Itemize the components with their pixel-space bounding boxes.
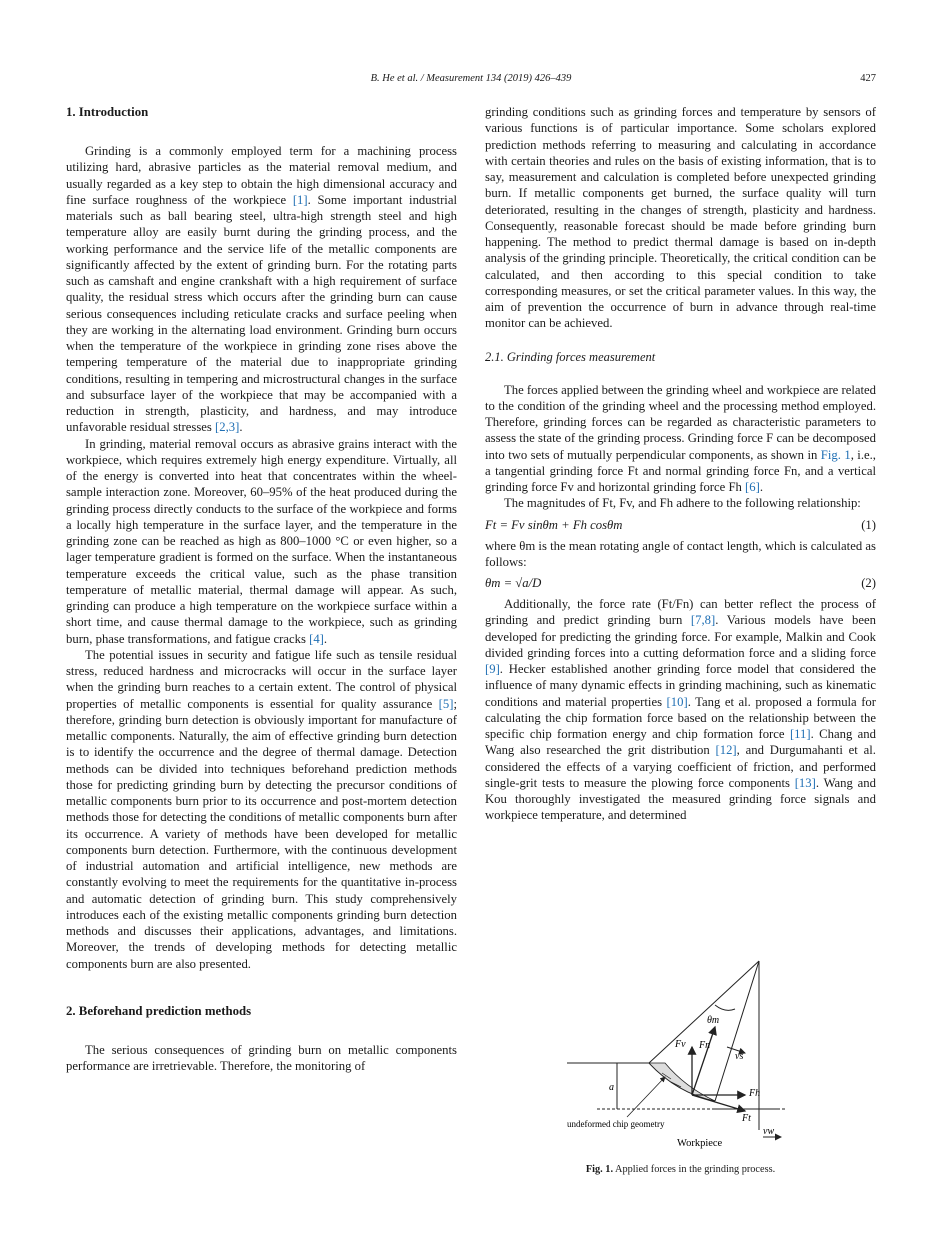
- fig-1-link[interactable]: Fig. 1: [820, 447, 851, 462]
- force-ft-label: Ft: [742, 1113, 751, 1124]
- theta-paragraph: where θm is the mean rotating angle of contact length, which is calculated as follows:: [485, 538, 876, 569]
- equation-1-body: Ft = Fv sinθm + Fh cosθm: [485, 517, 623, 532]
- figure-1: [485, 955, 876, 1185]
- ref-link-10[interactable]: [10]: [666, 694, 688, 709]
- wheel-velocity-label: vs: [735, 1051, 744, 1062]
- intro-paragraph-2: In grinding, material removal occurs as abrasive grains interact with the workpiece, which requires extremely high energy expenditure. Virtually, all of the energy is converted into heat that concentrates within the wheel-sample interaction zone. Moreover, 60–95% of the heat produced during the grinding process directly conducts to the surface of the workpiece and forms a locally high temperature in the surface layer, and the temperature in the grinding zone can be reached as high as 800–1000 °C or even higher, so a lager temperature gradient is formed on the surface. When the instantaneous temperature exceeds the critical value, such as the phase transition temperature of metallic material, thermal damage will appear. As such, grinding can produce a high temperature on the workpiece surface within a short time, and cause thermal damage to the workpiece, such as grinding burn, phase transformations, and fatigue cracks [4].: [66, 436, 457, 646]
- magnitudes-paragraph: The magnitudes of Ft, Fv, and Fh adhere to the following relationship:: [504, 496, 861, 511]
- force-fv-label: Fv: [675, 1039, 686, 1050]
- figure-1-caption: [485, 1164, 876, 1175]
- depth-label-a: a: [609, 1082, 614, 1093]
- workpiece-velocity-label: vw: [763, 1126, 775, 1137]
- equation-1: [485, 512, 876, 538]
- caption-text: Applied forces in the grinding process.: [613, 1164, 776, 1175]
- theta-label: θm: [707, 1015, 720, 1026]
- ref-link-4[interactable]: [4]: [309, 631, 324, 646]
- equation-2-number: (2): [861, 576, 876, 590]
- section-2-heading: 2. Beforehand prediction methods: [66, 1003, 252, 1018]
- equation-2-body: θm = √a/D: [485, 576, 542, 590]
- ref-link-1[interactable]: [1]: [292, 192, 308, 207]
- force-fn-arrow: [692, 1027, 715, 1095]
- ref-link-7-8[interactable]: [7,8]: [690, 613, 716, 628]
- equation-1-number: (1): [861, 517, 876, 532]
- ref-link-5[interactable]: [5]: [438, 696, 454, 711]
- right-paragraph-1: grinding conditions such as grinding forces and temperature by sensors of various functions is of particular importance. Some scholars explored prediction methods referring to measuring and calculating in accordance with certain theories and rules on the basis of existing information, that is to say, measurement and calculation is completed before unexpected grinding burn. If metallic components get burned, the surface quality will turn deteriorated, resulting in the changes of strength, plasticity and hardness. Consequently, reasonable forecast should be made before grinding burn happening. The method to predict thermal damage is based on in-depth analysis of the grinding principle. Theoretically, the critical condition can be calculated, and then according to this special condition to take corresponding measures, or set the critical parameter values. In this way, the aim of prevention the occurrence of burn in advance through real-time monitor can be achieved.: [485, 105, 876, 331]
- page-number: 427: [860, 73, 876, 84]
- equation-2: [485, 570, 876, 596]
- models-paragraph: Additionally, the force rate (Ft/Fn) can better reflect the process of grinding and predict grinding burn [7,8]. Various models have been developed for predicting the grinding force. For example, Malkin and Cook divided grinding forces into a cutting deformation force and a sliding force [9]. Hecker established another grinding force model that considered the influence of many dynamic effects in grinding machining, such as kinematic conditions and material properties [10]. Tang et al. proposed a formula for calculating the chip formation force based on the relationship between the specific chip formation energy and chip formation force [11]. Chang and Wang also researched the grit distribution [12], and Durgumahanti et al. considered the effects of a varying coefficient of friction, and performed single-grit tests to measure the plowing force components [13]. Wang and Kou thoroughly investigated the measured grinding force signals and workpiece temperature, and determined: [485, 597, 876, 823]
- chip-leader-line: [627, 1077, 665, 1117]
- ref-link-2-3[interactable]: [2,3]: [215, 420, 240, 435]
- caption-label: Fig. 1.: [585, 1164, 614, 1175]
- journal-citation: B. He et al. / Measurement 134 (2019) 426–439: [370, 73, 572, 84]
- ref-link-11[interactable]: [11]: [789, 727, 811, 741]
- intro-paragraph-3: The potential issues in security and fatigue life such as tensile residual stress, reduced hardness and microcracks will occur in the surface layer when the grinding burn reaches to a certain extent. The control of physical properties of metallic components is essential for quality assurance [5]; therefore, grinding burn detection is obviously important for manufacture of metallic components. Naturally, the aim of effective grinding burn detection is to identify the occurrence and the degree of thermal damage. Detection methods can be divided into techniques beforehand prediction methods those for predicting grinding burn by detecting the precursor conditions of metallic components burn prior to its occurrence and post-mortem detection methods those for detecting the conditions of metallic components burn after its occurrence. A variety of methods have been developed for metallic components burn detection. Furthermore, with the continuous development of industrial automation and artificial intelligence, new methods are constantly evolving to meet the requirements for the quantitative in-process and automatic detection of grinding burn. This study comprehensively introduces each of the existing metallic components grinding burn detection methods and discusses their applications, advantages, and limitations. Moreover, the trends of developing methods for detecting metallic components burn are also presented.: [66, 647, 457, 971]
- chip-geometry-label: undeformed chip geometry: [567, 1119, 665, 1129]
- intro-heading: 1. Introduction: [66, 105, 149, 119]
- force-fh-label: Fh: [749, 1088, 761, 1099]
- left-column: [66, 104, 457, 1074]
- section-2-paragraph-1: The serious consequences of grinding burn on metallic components performance are irretrievable. Therefore, the monitoring of: [66, 1042, 457, 1073]
- ref-link-9[interactable]: [9]: [485, 662, 500, 676]
- right-column: [485, 104, 876, 824]
- ref-link-6[interactable]: [6]: [745, 480, 760, 494]
- running-header: [66, 73, 876, 87]
- subsection-heading: 2.1. Grinding forces measurement: [485, 349, 656, 364]
- force-fn-label: Fn: [699, 1040, 711, 1051]
- ref-link-12[interactable]: [12]: [715, 743, 737, 758]
- theta-arc: [715, 1005, 735, 1010]
- intro-paragraph-1: Grinding is a commonly employed term for a machining process utilizing hard, abrasive particles as the material removal medium, and usually regarded as a key step to obtain the high dimensional accuracy and fine surface roughness of the workpiece [1]. Some important industrial materials such as ball bearing steel, ultra-high strength steel and high temperature alloy are easily burnt during the grinding process, and the working performance and the service life of the metallic components are significantly affected by the extent of grinding burn. For the rotating parts such as camshaft and engine crankshaft with a high requirement of surface quality, the residual stress which occurs after the grinding burn can cause serious consequences including reticulate cracks and surface peeling when they are working in the alternating load environment. Grinding burn occurs when the temperature of the workpiece in grinding zone rises above the tempering temperature of the material due to inappropriate grinding conditions, resulting in tempering and microstructural changes in the surface and subsurface layer of the workpiece that may be accompanied with a reduction in strength, plasticity, and hardness, and may introduce unfavorable residual stresses [2,3].: [66, 144, 457, 435]
- grinding-forces-diagram: [567, 955, 807, 1155]
- forces-paragraph: The forces applied between the grinding wheel and workpiece are related to the condition of the grinding wheel and the processing method employed. Therefore, grinding forces can be regarded as characteristic parameters to assess the state of the grinding process. Grinding force F can be decomposed into two sets of mutually perpendicular components, as shown in Fig. 1, i.e., a tangential grinding force Ft and normal grinding force Fn, and a vertical grinding force Fv and horizontal grinding force Fh [6].: [485, 382, 876, 494]
- workpiece-label: Workpiece: [677, 1138, 723, 1149]
- ref-link-13[interactable]: [13]: [794, 775, 816, 790]
